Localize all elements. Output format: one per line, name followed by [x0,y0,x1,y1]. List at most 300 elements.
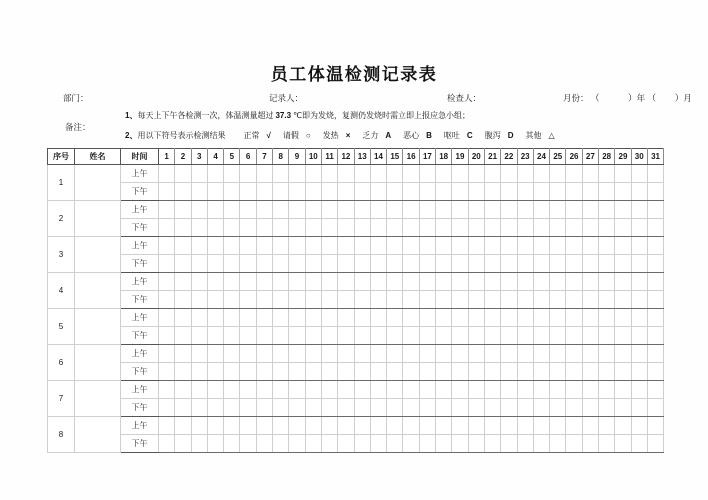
record-cell[interactable] [175,417,191,435]
record-cell[interactable] [615,309,631,327]
record-cell[interactable] [305,399,321,417]
record-cell[interactable] [631,381,647,399]
record-cell[interactable] [273,399,289,417]
record-cell[interactable] [452,219,468,237]
record-cell[interactable] [452,183,468,201]
record-cell[interactable] [224,327,240,345]
record-cell[interactable] [631,399,647,417]
record-cell[interactable] [419,183,435,201]
record-cell[interactable] [599,309,615,327]
record-cell[interactable] [289,327,305,345]
record-cell[interactable] [436,345,452,363]
employee-name-cell[interactable] [75,273,121,309]
record-cell[interactable] [370,309,386,327]
record-cell[interactable] [566,345,582,363]
record-cell[interactable] [533,183,549,201]
record-cell[interactable] [224,273,240,291]
record-cell[interactable] [321,327,337,345]
record-cell[interactable] [436,201,452,219]
record-cell[interactable] [615,327,631,345]
record-cell[interactable] [501,255,517,273]
record-cell[interactable] [338,183,354,201]
record-cell[interactable] [501,237,517,255]
employee-name-cell[interactable] [75,381,121,417]
record-cell[interactable] [256,363,272,381]
record-cell[interactable] [436,363,452,381]
record-cell[interactable] [501,399,517,417]
record-cell[interactable] [517,183,533,201]
employee-name-cell[interactable] [75,345,121,381]
record-cell[interactable] [354,327,370,345]
record-cell[interactable] [501,345,517,363]
record-cell[interactable] [419,435,435,453]
record-cell[interactable] [305,165,321,183]
record-cell[interactable] [631,345,647,363]
record-cell[interactable] [452,381,468,399]
record-cell[interactable] [533,273,549,291]
record-cell[interactable] [207,327,223,345]
record-cell[interactable] [484,399,500,417]
record-cell[interactable] [615,381,631,399]
record-cell[interactable] [599,381,615,399]
record-cell[interactable] [419,345,435,363]
record-cell[interactable] [207,219,223,237]
record-cell[interactable] [631,237,647,255]
record-cell[interactable] [436,417,452,435]
record-cell[interactable] [436,183,452,201]
record-cell[interactable] [338,435,354,453]
record-cell[interactable] [289,237,305,255]
record-cell[interactable] [175,201,191,219]
record-cell[interactable] [289,255,305,273]
record-cell[interactable] [289,219,305,237]
record-cell[interactable] [387,309,403,327]
record-cell[interactable] [533,219,549,237]
record-cell[interactable] [354,255,370,273]
record-cell[interactable] [354,363,370,381]
record-cell[interactable] [484,237,500,255]
record-cell[interactable] [599,435,615,453]
month-field[interactable] [563,92,692,104]
record-cell[interactable] [533,417,549,435]
record-cell[interactable] [240,165,256,183]
record-cell[interactable] [452,201,468,219]
record-cell[interactable] [175,291,191,309]
record-cell[interactable] [175,219,191,237]
record-cell[interactable] [175,255,191,273]
record-cell[interactable] [207,345,223,363]
record-cell[interactable] [468,363,484,381]
record-cell[interactable] [224,363,240,381]
record-cell[interactable] [484,255,500,273]
record-cell[interactable] [354,435,370,453]
record-cell[interactable] [321,165,337,183]
record-cell[interactable] [207,273,223,291]
record-cell[interactable] [582,309,598,327]
employee-name-cell[interactable] [75,309,121,345]
employee-name-cell[interactable] [75,165,121,201]
record-cell[interactable] [452,327,468,345]
recorder-field[interactable] [269,92,303,104]
record-cell[interactable] [175,327,191,345]
record-cell[interactable] [240,345,256,363]
record-cell[interactable] [419,417,435,435]
record-cell[interactable] [321,417,337,435]
record-cell[interactable] [240,237,256,255]
department-field[interactable] [63,92,89,104]
record-cell[interactable] [533,345,549,363]
record-cell[interactable] [631,219,647,237]
record-cell[interactable] [566,309,582,327]
record-cell[interactable] [289,399,305,417]
record-cell[interactable] [615,399,631,417]
record-cell[interactable] [517,273,533,291]
record-cell[interactable] [191,381,207,399]
checker-field[interactable] [447,92,481,104]
record-cell[interactable] [566,327,582,345]
record-cell[interactable] [517,291,533,309]
record-cell[interactable] [240,255,256,273]
record-cell[interactable] [289,309,305,327]
record-cell[interactable] [501,363,517,381]
record-cell[interactable] [256,381,272,399]
record-cell[interactable] [273,291,289,309]
record-cell[interactable] [533,201,549,219]
record-cell[interactable] [289,201,305,219]
record-cell[interactable] [468,201,484,219]
record-cell[interactable] [468,327,484,345]
record-cell[interactable] [533,291,549,309]
record-cell[interactable] [191,165,207,183]
record-cell[interactable] [582,237,598,255]
record-cell[interactable] [615,363,631,381]
record-cell[interactable] [582,435,598,453]
record-cell[interactable] [159,273,175,291]
record-cell[interactable] [599,291,615,309]
record-cell[interactable] [159,327,175,345]
record-cell[interactable] [517,309,533,327]
record-cell[interactable] [631,201,647,219]
record-cell[interactable] [631,291,647,309]
record-cell[interactable] [615,165,631,183]
record-cell[interactable] [387,201,403,219]
record-cell[interactable] [191,435,207,453]
record-cell[interactable] [387,345,403,363]
record-cell[interactable] [403,435,419,453]
record-cell[interactable] [484,345,500,363]
record-cell[interactable] [159,291,175,309]
record-cell[interactable] [566,399,582,417]
record-cell[interactable] [484,381,500,399]
record-cell[interactable] [436,219,452,237]
record-cell[interactable] [452,165,468,183]
record-cell[interactable] [224,237,240,255]
record-cell[interactable] [224,165,240,183]
record-cell[interactable] [631,363,647,381]
record-cell[interactable] [403,345,419,363]
record-cell[interactable] [599,273,615,291]
record-cell[interactable] [240,363,256,381]
record-cell[interactable] [452,345,468,363]
record-cell[interactable] [354,291,370,309]
record-cell[interactable] [533,399,549,417]
record-cell[interactable] [273,237,289,255]
record-cell[interactable] [501,201,517,219]
record-cell[interactable] [159,345,175,363]
record-cell[interactable] [175,345,191,363]
record-cell[interactable] [240,309,256,327]
record-cell[interactable] [647,435,663,453]
record-cell[interactable] [321,219,337,237]
record-cell[interactable] [436,273,452,291]
record-cell[interactable] [321,237,337,255]
record-cell[interactable] [631,327,647,345]
record-cell[interactable] [289,381,305,399]
record-cell[interactable] [403,327,419,345]
record-cell[interactable] [631,273,647,291]
record-cell[interactable] [582,273,598,291]
record-cell[interactable] [468,273,484,291]
record-cell[interactable] [615,291,631,309]
record-cell[interactable] [305,291,321,309]
record-cell[interactable] [647,219,663,237]
record-cell[interactable] [517,327,533,345]
record-cell[interactable] [338,417,354,435]
record-cell[interactable] [501,309,517,327]
record-cell[interactable] [484,183,500,201]
record-cell[interactable] [550,435,566,453]
record-cell[interactable] [321,291,337,309]
record-cell[interactable] [305,183,321,201]
record-cell[interactable] [240,435,256,453]
record-cell[interactable] [599,201,615,219]
record-cell[interactable] [517,435,533,453]
record-cell[interactable] [501,165,517,183]
record-cell[interactable] [615,255,631,273]
record-cell[interactable] [550,417,566,435]
record-cell[interactable] [452,309,468,327]
record-cell[interactable] [207,237,223,255]
record-cell[interactable] [191,345,207,363]
record-cell[interactable] [305,219,321,237]
record-cell[interactable] [517,345,533,363]
record-cell[interactable] [224,291,240,309]
record-cell[interactable] [159,219,175,237]
record-cell[interactable] [468,219,484,237]
record-cell[interactable] [370,345,386,363]
employee-name-cell[interactable] [75,237,121,273]
record-cell[interactable] [207,309,223,327]
record-cell[interactable] [207,363,223,381]
record-cell[interactable] [387,435,403,453]
record-cell[interactable] [387,219,403,237]
record-cell[interactable] [191,237,207,255]
record-cell[interactable] [354,381,370,399]
record-cell[interactable] [484,435,500,453]
record-cell[interactable] [224,219,240,237]
record-cell[interactable] [338,255,354,273]
record-cell[interactable] [387,381,403,399]
record-cell[interactable] [273,219,289,237]
record-cell[interactable] [403,219,419,237]
record-cell[interactable] [191,219,207,237]
record-cell[interactable] [289,183,305,201]
record-cell[interactable] [240,381,256,399]
record-cell[interactable] [273,435,289,453]
record-cell[interactable] [468,255,484,273]
record-cell[interactable] [452,417,468,435]
record-cell[interactable] [207,183,223,201]
record-cell[interactable] [468,309,484,327]
record-cell[interactable] [403,255,419,273]
record-cell[interactable] [517,237,533,255]
record-cell[interactable] [159,237,175,255]
record-cell[interactable] [550,363,566,381]
record-cell[interactable] [321,183,337,201]
record-cell[interactable] [224,381,240,399]
record-cell[interactable] [484,309,500,327]
record-cell[interactable] [550,201,566,219]
record-cell[interactable] [305,381,321,399]
record-cell[interactable] [647,201,663,219]
record-cell[interactable] [305,237,321,255]
record-cell[interactable] [354,165,370,183]
record-cell[interactable] [273,183,289,201]
record-cell[interactable] [582,327,598,345]
record-cell[interactable] [256,291,272,309]
record-cell[interactable] [224,417,240,435]
record-cell[interactable] [647,309,663,327]
record-cell[interactable] [419,363,435,381]
record-cell[interactable] [501,417,517,435]
record-cell[interactable] [436,165,452,183]
record-cell[interactable] [289,291,305,309]
record-cell[interactable] [240,201,256,219]
record-cell[interactable] [468,417,484,435]
record-cell[interactable] [615,201,631,219]
record-cell[interactable] [501,381,517,399]
record-cell[interactable] [631,309,647,327]
record-cell[interactable] [289,417,305,435]
record-cell[interactable] [305,363,321,381]
record-cell[interactable] [436,291,452,309]
record-cell[interactable] [305,435,321,453]
record-cell[interactable] [403,165,419,183]
record-cell[interactable] [566,435,582,453]
record-cell[interactable] [321,273,337,291]
record-cell[interactable] [387,399,403,417]
record-cell[interactable] [501,273,517,291]
record-cell[interactable] [631,183,647,201]
record-cell[interactable] [387,363,403,381]
record-cell[interactable] [484,363,500,381]
record-cell[interactable] [419,237,435,255]
record-cell[interactable] [338,381,354,399]
record-cell[interactable] [517,381,533,399]
record-cell[interactable] [289,273,305,291]
record-cell[interactable] [338,363,354,381]
record-cell[interactable] [273,201,289,219]
record-cell[interactable] [468,345,484,363]
record-cell[interactable] [615,273,631,291]
record-cell[interactable] [599,165,615,183]
record-cell[interactable] [256,273,272,291]
record-cell[interactable] [599,345,615,363]
record-cell[interactable] [321,363,337,381]
record-cell[interactable] [566,417,582,435]
record-cell[interactable] [256,417,272,435]
record-cell[interactable] [468,435,484,453]
record-cell[interactable] [566,237,582,255]
record-cell[interactable] [517,363,533,381]
record-cell[interactable] [647,273,663,291]
record-cell[interactable] [419,381,435,399]
record-cell[interactable] [338,165,354,183]
record-cell[interactable] [191,327,207,345]
record-cell[interactable] [599,399,615,417]
record-cell[interactable] [436,327,452,345]
record-cell[interactable] [305,327,321,345]
record-cell[interactable] [436,381,452,399]
record-cell[interactable] [159,417,175,435]
record-cell[interactable] [207,435,223,453]
record-cell[interactable] [631,165,647,183]
record-cell[interactable] [159,255,175,273]
record-cell[interactable] [273,417,289,435]
record-cell[interactable] [647,183,663,201]
record-cell[interactable] [338,345,354,363]
record-cell[interactable] [517,255,533,273]
record-cell[interactable] [647,165,663,183]
record-cell[interactable] [240,399,256,417]
record-cell[interactable] [370,237,386,255]
record-cell[interactable] [338,219,354,237]
record-cell[interactable] [256,183,272,201]
record-cell[interactable] [550,237,566,255]
record-cell[interactable] [468,381,484,399]
record-cell[interactable] [566,165,582,183]
record-cell[interactable] [517,219,533,237]
record-cell[interactable] [175,435,191,453]
record-cell[interactable] [566,381,582,399]
record-cell[interactable] [289,435,305,453]
record-cell[interactable] [207,165,223,183]
record-cell[interactable] [468,399,484,417]
record-cell[interactable] [550,273,566,291]
record-cell[interactable] [403,183,419,201]
record-cell[interactable] [647,291,663,309]
record-cell[interactable] [599,327,615,345]
record-cell[interactable] [289,363,305,381]
record-cell[interactable] [159,201,175,219]
record-cell[interactable] [256,327,272,345]
record-cell[interactable] [354,273,370,291]
record-cell[interactable] [305,345,321,363]
record-cell[interactable] [370,399,386,417]
record-cell[interactable] [484,219,500,237]
record-cell[interactable] [550,165,566,183]
record-cell[interactable] [419,219,435,237]
record-cell[interactable] [191,273,207,291]
record-cell[interactable] [224,435,240,453]
record-cell[interactable] [305,255,321,273]
record-cell[interactable] [191,399,207,417]
record-cell[interactable] [647,417,663,435]
record-cell[interactable] [256,201,272,219]
record-cell[interactable] [207,417,223,435]
record-cell[interactable] [631,255,647,273]
record-cell[interactable] [370,327,386,345]
